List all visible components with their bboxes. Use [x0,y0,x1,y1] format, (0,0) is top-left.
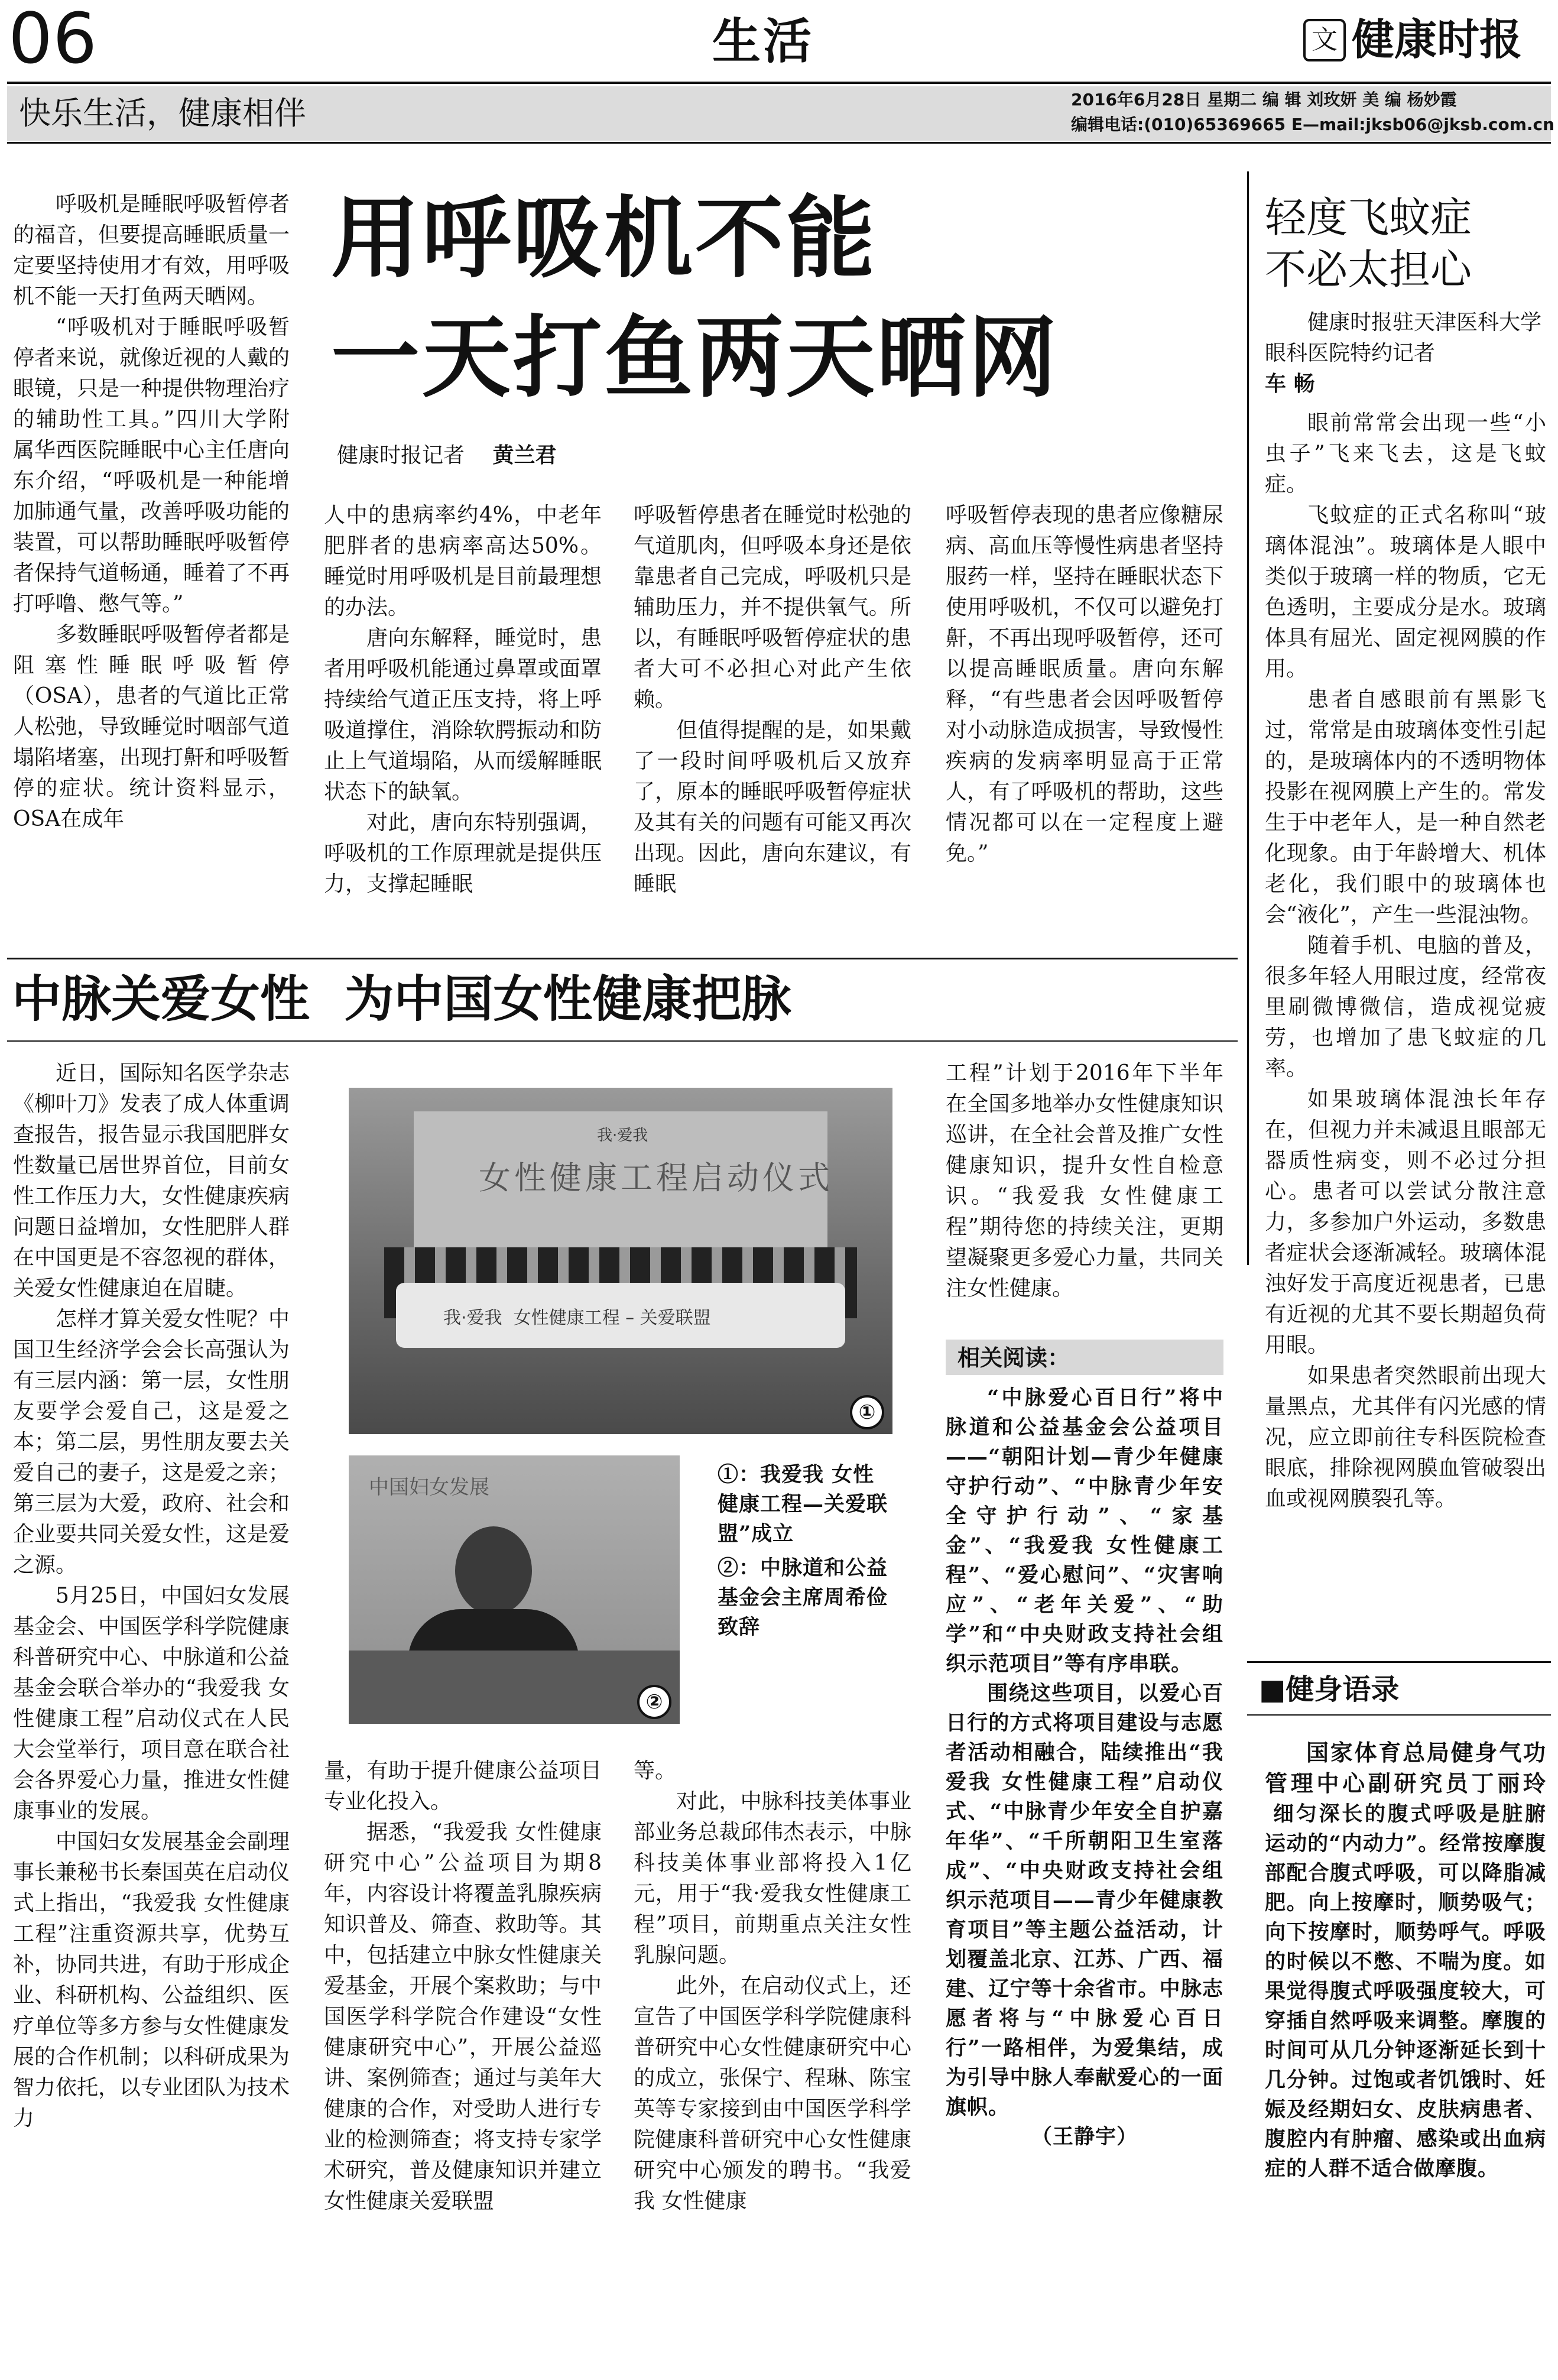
fitness-text: 细匀深长的腹式呼吸是脏腑运动的“内动力”。经常按摩腹部配合腹式呼吸，可以降脂减肥。向上按摩时，顺势吸气；向下按摩时，顺势呼气。呼吸的时候以不憋、不喘为度。如果觉得腹式呼吸强度较大，可穿插自然呼吸来调整。摩腹的时间可从几分钟逐渐延长到十几分钟。过饱或者饥饿时、妊娠及经期妇女、皮肤病患者、腹腔内有肿瘤、感染或出血病症的人群不适合做摩腹。 [1265,1802,1546,2181]
related-reading-body [946,1383,1223,2152]
paragraph: 飞蚊症的正式名称叫“玻璃体混浊”。玻璃体是人眼中类似于玻璃一样的物质，它无色透明，主要成分是水。玻璃体具有屈光、固定视网膜的作用。 [1265,503,1546,681]
article2-title: 中脉关爱女性 为中国女性健康把脉 [12,969,791,1028]
paragraph: “中脉爱心百日行”将中脉道和公益基金会公益项目——“朝阳计划—青少年健康守护行动”、“中脉青少年安全守护行动”、“家基金”、“我爱我 女性健康工程”、“爱心慰问”、“灾害响应”、“老年关爱”、“助学”和“中央财政支持社会组织示范项目”等有序串联。 [946,1386,1223,1676]
paragraph: 工程”计划于2016年下半年在全国多地举办女性健康知识巡讲，在全社会普及推广女性健康知识，提升女性自检意识。“我爱我 女性健康工程”期待您的持续关注，更期望凝聚更多爱心力量，共同关注女性健康。 [946,1061,1223,1301]
article1-title-line1: 用呼吸机不能 [331,186,878,290]
article2-col3 [634,1756,911,2217]
paragraph: 量，有助于提升健康公益项目专业化投入。 [324,1759,602,1814]
brand-logo [1303,11,1551,70]
article1-byline [337,441,556,471]
byline-name: 黄兰君 [492,443,557,468]
paragraph: 人中的患病率约4%，中老年肥胖者的患病率高达50%。睡觉时用呼吸机是目前最理想的办法。 [324,503,602,620]
banner-title: 女性健康工程启动仪式 [479,1159,833,1197]
article3-title-line2: 不必太担心 [1265,245,1472,294]
article2-col4 [946,1058,1223,1304]
paragraph: 随着手机、电脑的普及，很多年轻人用眼过度，经常夜里刷微博微信，造成视觉疲劳，也增加了患飞蚊症的几率。 [1265,933,1546,1081]
paragraph: 对此，中脉科技美体事业部业务总裁邱伟杰表示，中脉科技美体事业部将投入1亿元，用于“我·爱我女性健康工程”项目，前期重点关注女性乳腺问题。 [634,1789,911,1967]
divider-fitness-top [1247,1661,1551,1663]
fitness-body [1265,1738,1546,2184]
section-title: 生活 [712,13,814,70]
paragraph: 此外，在启动仪式上，还宣告了中国医学科学院健康科普研究中心女性健康研究中心的成立，张保宁、程琳、陈宝英等专家接到由中国医学科学院健康科普研究中心女性健康研究中心颁发的聘书。“我爱我 女性健康 [634,1974,911,2213]
paragraph: 如果玻璃体混浊长年存在，但视力并未减退且眼部无器质性病变，则不必过分担心。患者可以尝试分散注意力，多参加户外运动，多数患者症状会逐渐减轻。玻璃体混浊好发于高度近视患者，已患有近视的尤其不要长期超负荷用眼。 [1265,1087,1546,1357]
slogan: 快乐生活，健康相伴 [19,95,306,132]
header-rule-top [7,82,1551,84]
related-author: （王静宇） [1031,2125,1138,2149]
paragraph: 呼吸暂停表现的患者应像糖尿病、高血压等慢性病患者坚持服药一样，坚持在睡眠状态下使用呼吸机，不仅可以避免打鼾，不再出现呼吸暂停，还可以提高睡眠质量。唐向东解释，“有些患者会因呼吸暂停对小动脉造成损害，导致慢性疾病的发病率明显高于正常人，有了呼吸机的帮助，这些情况都可以在一定程度上避免。” [946,503,1223,865]
article2-col2 [324,1756,602,2217]
photo2-number: ② [637,1685,671,1719]
divider-fitness-heading [1247,1714,1551,1716]
paragraph: 近日，国际知名医学杂志《柳叶刀》发表了成人体重调查报告，报告显示我国肥胖女性数量已居世界首位，目前女性工作压力大，女性健康疾病问题日益增加，女性肥胖人群在中国更是不容忽视的群体，关爱女性健康迫在眉睫。 [13,1061,290,1301]
fitness-heading: ■健身语录 [1259,1673,1400,1706]
related-reading-label: 相关阅读： [957,1345,1070,1371]
byline-name: 车 畅 [1265,372,1315,396]
speaker-head [455,1526,532,1615]
photo2-wall-text: 中国妇女发展 [369,1476,489,1499]
article3-byline [1265,307,1543,400]
article3-title-line1: 轻度飞蚊症 [1265,193,1472,242]
banner-logo: 我·爱我 [597,1127,648,1144]
stage-text: 我·爱我 女性健康工程 – 关爱联盟 [443,1308,711,1328]
byline-label: 健康时报记者 [337,443,465,468]
article1-col1 [13,189,290,835]
brand-name: 健康时报 [1352,14,1523,64]
caption-line: ②：中脉道和公益基金会主席周希俭致辞 [718,1556,888,1639]
paragraph: 5月25日，中国妇女发展基金会、中国医学科学院健康科普研究中心、中脉道和公益基金会联合举办的“我爱我 女性健康工程”启动仪式在人民大会堂举行，项目意在联合社会各界爱心力量，推进女性健康事业的发展。 [13,1584,290,1823]
brand-icon: 文 [1303,19,1346,61]
paragraph: 但值得提醒的是，如果戴了一段时间呼吸机后又放弃了，原本的睡眠呼吸暂停症状及其有关的问题有可能又再次出现。因此，唐向东建议，有睡眠 [634,718,911,896]
header-rule-bottom [7,142,1551,144]
article1-col2 [324,500,602,900]
paragraph: 等。 [634,1759,677,1783]
paragraph: 呼吸暂停患者在睡觉时松弛的气道肌肉，但呼吸本身还是依靠患者自己完成，呼吸机只是辅助压力，并不提供氧气。所以，有睡眠呼吸暂停症状的患者大可不必担心对此产生依赖。 [634,503,911,712]
contact-line: 编辑电话:(010)65369665 E—mail:jksb06@jksb.com.cn [1071,115,1555,134]
article1-col3 [634,500,911,900]
paragraph: 围绕这些项目，以爱心百日行的方式将项目建设与志愿者活动相融合，陆续推出“我爱我 女性健康工程”启动仪式、“中脉青少年安全自护嘉年华”、“千所朝阳卫生室落成”、“中央财政支持社会组织示范项目——青少年健康教育项目”等主题公益活动，计划覆盖北京、江苏、广西、福建、辽宁等十余省市。中脉志愿者将与“中脉爱心百日行”一路相伴，为爱集结，成为引导中脉人奉献爱心的一面旗帜。 [946,1681,1223,2119]
fitness-lead: 国家体育总局健身气功管理中心副研究员丁丽玲 [1265,1740,1546,1797]
photo1-number: ① [850,1395,884,1429]
divider-article2-title [7,1040,1238,1042]
paragraph: 多数睡眠呼吸暂停者都是阻塞性睡眠呼吸暂停（OSA），患者的气道比正常人松弛，导致睡觉时咽部气道塌陷堵塞，出现打鼾和呼吸暂停的症状。统计资料显示，OSA在成年 [13,622,290,831]
paragraph: 眼前常常会出现一些“小虫子”飞来飞去，这是飞蚊症。 [1265,411,1546,497]
divider-article1-bottom [7,958,1238,959]
podium [349,1651,680,1724]
article1-col4 [946,500,1223,869]
date-line: 2016年6月28日 星期二 编 辑 刘玫妍 美 编 杨妙霞 [1071,90,1457,109]
paragraph: 呼吸机是睡眠呼吸暂停者的福音，但要提高睡眠质量一定要坚持使用才有效，用呼吸机不能一天打鱼两天晒网。 [13,192,290,309]
article3-body [1265,408,1546,1515]
paragraph: 患者自感眼前有黑影飞过，常常是由玻璃体变性引起的，是玻璃体内的不透明物体投影在视网膜上产生的。常发生于中老年人，是一种自然老化现象。由于年龄增大、机体老化，我们眼中的玻璃体也会“液化”，产生一些混浊物。 [1265,688,1546,927]
paragraph: 唐向东解释，睡觉时，患者用呼吸机能通过鼻罩或面罩持续给气道正压支持，将上呼吸道撑住，消除软腭振动和防止上气道塌陷，从而缓解睡眠状态下的缺氧。 [324,626,602,804]
photo-caption [718,1460,892,1642]
divider-article3 [1247,171,1249,1265]
paragraph: 中国妇女发展基金会副理事长兼秘书长秦国英在启动仪式上指出，“我爱我 女性健康工程”注重资源共享，优势互补，协同共进，有助于形成企业、科研机构、公益组织、医疗单位等多方参与女性健康发展的合作机制；以科研成果为智力依托，以专业团队为技术力 [13,1830,290,2131]
article2-col1 [13,1058,290,2134]
page-number: 06 [8,0,98,79]
photo-speaker [349,1455,680,1724]
paragraph: 对此，唐向东特别强调，呼吸机的工作原理就是提供压力，支撑起睡眠 [324,810,602,896]
paragraph: 据悉，“我爱我 女性健康研究中心”公益项目为期8年，内容设计将覆盖乳腺疾病知识普及、筛查、救助等。其中，包括建立中脉女性健康关爱基金，开展个案救助；与中国医学科学院合作建设“女性健康研究中心”，开展公益巡讲、案例筛查；通过与美年大健康的合作，对受助人进行专业的检测筛查；将支持专家学术研究，普及健康知识并建立女性健康关爱联盟 [324,1820,602,2213]
caption-line: ①：我爱我 女性健康工程—关爱联盟”成立 [718,1463,888,1546]
byline-label: 健康时报驻天津医科大学眼科医院特约记者 [1265,310,1542,365]
paragraph: 如果患者突然眼前出现大量黑点，尤其伴有闪光感的情况，应立即前往专科医院检查眼底，排除视网膜血管破裂出血或视网膜裂孔等。 [1265,1364,1546,1511]
paragraph: 怎样才算关爱女性呢？中国卫生经济学会会长高强认为有三层内涵：第一层，女性朋友要学会爱自己，这是爱之本；第二层，男性朋友要去关爱自己的妻子，这是爱之亲；第三层为大爱，政府、社会和企业要共同关爱女性，这是爱之源。 [13,1307,290,1577]
article1-title-line2: 一天打鱼两天晒网 [331,306,1060,410]
photo-launch-ceremony [349,1088,892,1434]
paragraph: “呼吸机对于睡眠呼吸暂停者来说，就像近视的人戴的眼镜，只是一种提供物理治疗的辅助性工具。”四川大学附属华西医院睡眠中心主任唐向东介绍，“呼吸机是一种能增加肺通气量，改善呼吸功能的装置，可以帮助睡眠呼吸暂停者保持气道畅通，睡着了不再打呼噜、憋气等。” [13,315,290,616]
